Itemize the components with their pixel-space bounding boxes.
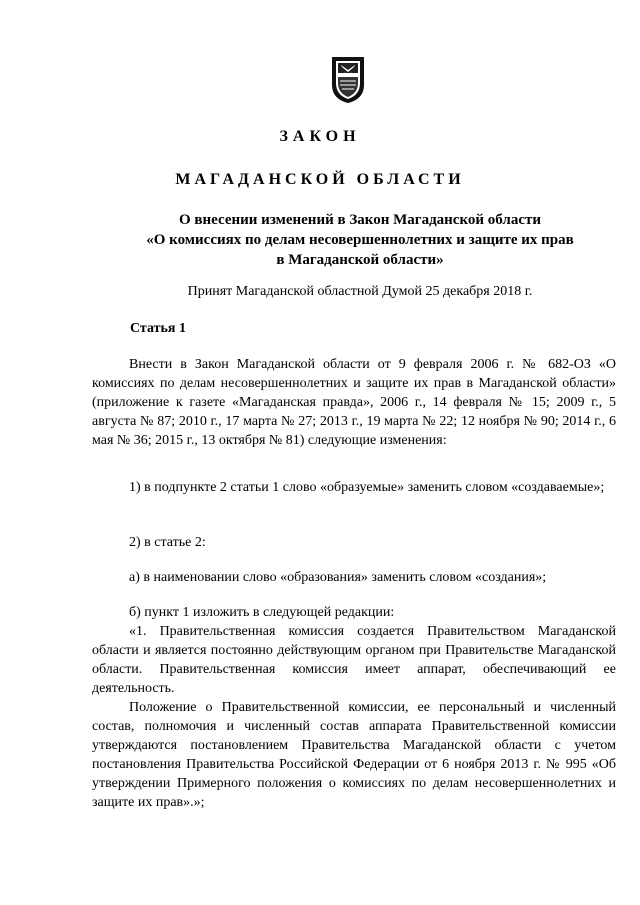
amendment-item-2: 2) в статье 2: — [129, 535, 206, 550]
document-region-title: МАГАДАНСКОЙ ОБЛАСТИ — [175, 171, 465, 188]
quoted-paragraph-1: «1. Правительственная комиссия создается Правительством Магаданской области и является постоянно действующим органом при Правительстве Магаданской области. Правительственная комиссия имеет аппарат, обеспечивающий ее деятельность. — [92, 624, 616, 696]
amendment-item-2b: б) пункт 1 изложить в следующей редакции: — [129, 605, 395, 620]
magadan-coat-of-arms-icon — [330, 55, 366, 105]
subject-line: О внесении изменений в Закон Магаданской области — [179, 212, 541, 228]
adoption-note: Принят Магаданской областной Думой 25 декабря 2018 г. — [187, 284, 533, 299]
quoted-paragraph-2: Положение о Правительственной комиссии, ее персональный и численный состав, полномочия и численный состав аппарата Правительственной комиссии утверждаются постановлением Правительства Магаданской области с учетом постановления Правительства Российской Федерации от 6 ноября 2013 г. № 995 «Об утверждении Примерного положения о комиссиях по делам несовершеннолетних и защите их прав».»; — [92, 700, 616, 810]
document-title: ЗАКОН — [279, 128, 361, 145]
subject-line: в Магаданской области» — [276, 252, 444, 268]
law-subject — [80, 210, 640, 270]
amendment-item-2a: а) в наименовании слово «образования» заменить словом «создания»; — [129, 570, 547, 585]
article-intro: Внести в Закон Магаданской области от 9 февраля 2006 г. № 682-ОЗ «О комиссиях по делам несовершеннолетних и защите их прав в Магаданской области» (приложение к газете «Магаданская правда», 2006 г., 14 февраля № 15; 2009 г., 5 августа № 87; 2010 г., 17 марта № 27; 2013 г., 19 марта № 22; 12 ноября № 90; 2014 г., 6 мая № 36; 2015 г., 13 октября № 81) следующие изменения: — [92, 357, 616, 448]
subject-line: «О комиссиях по делам несовершеннолетних и защите их прав — [146, 232, 574, 248]
article-heading: Статья 1 — [130, 321, 186, 336]
amendment-item-1: 1) в подпункте 2 статьи 1 слово «образуемые» заменить словом «создаваемые»; — [129, 480, 605, 495]
